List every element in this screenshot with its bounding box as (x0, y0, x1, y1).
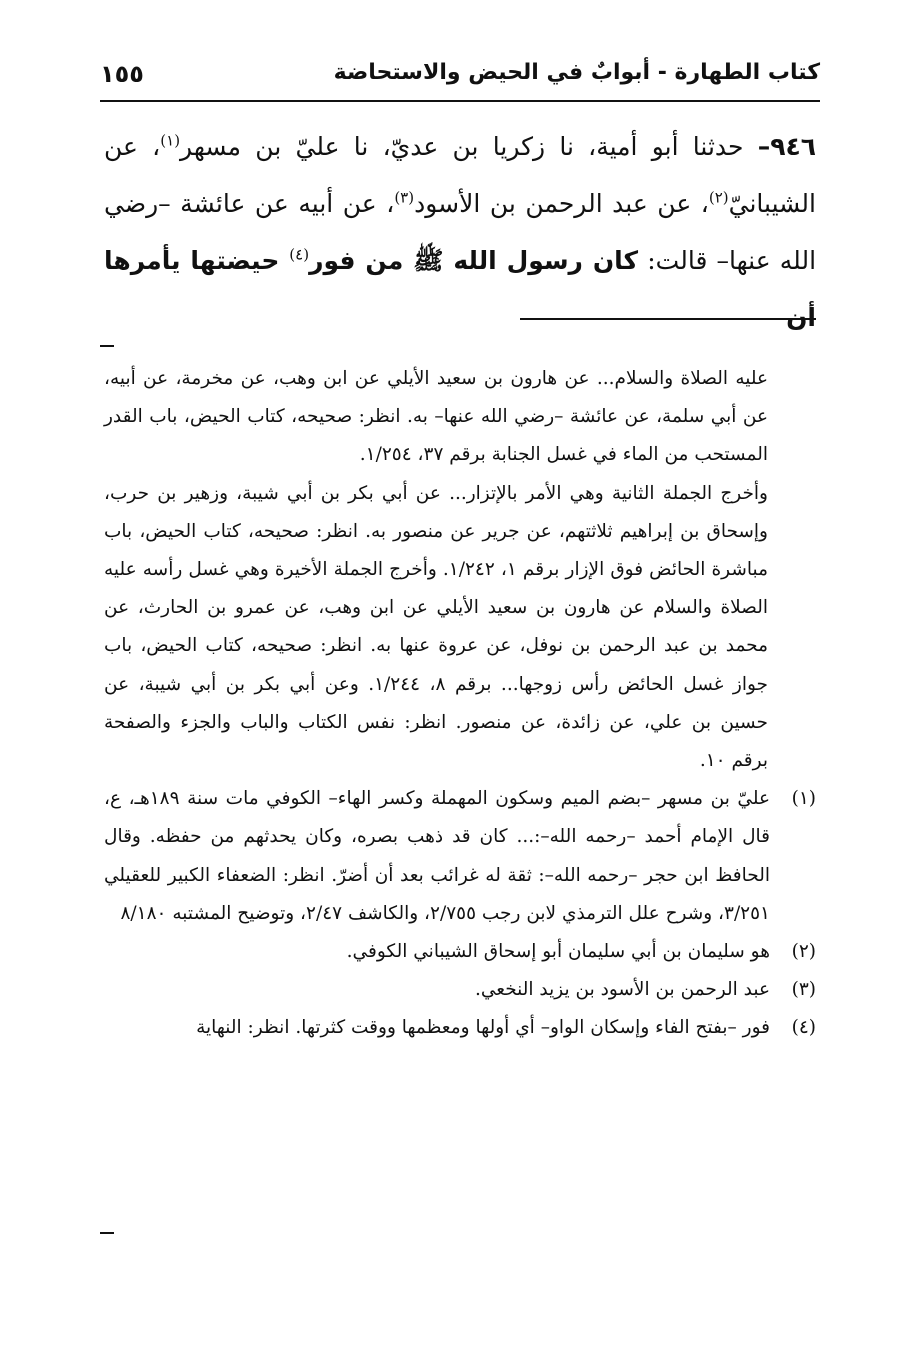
running-title: كتاب الطهارة - أبوابٌ في الحيض والاستحاضة (333, 60, 820, 85)
text-segment: ، عن الشيبانيّ (104, 132, 816, 218)
text-segment: ، عن عبد الرحمن بن الأسود (414, 189, 709, 218)
continuation-mark (100, 1232, 114, 1234)
footnote-item (104, 971, 816, 1009)
footnote-ref: (٣) (394, 188, 415, 207)
footnote-text: عليّ بن مسهر –بضم الميم وسكون المهملة وكسر الهاء– الكوفي مات سنة ١٨٩هـ، ع، قال الإمام أحمد –رحمه الله–:... كان قد ذهب بصره، وكان يحدثهم من حفظه. وقال الحافظ ابن حجر –رحمه الله–: ثقة له غرائب بعد أن أضرّ. انظر: الضعفاء الكبير للعقيلي ٣/٢٥١، وشرح علل الترمذي لابن رجب ٢/٧٥٥، والكاشف ٢/٤٧، وتوضيح المشتبه ٨/١٨٠ (104, 788, 770, 924)
footnote-ref: (٢) (708, 188, 729, 207)
footnote-item (104, 1009, 816, 1047)
footnote-number: (١) (791, 788, 816, 810)
text-segment: ، عن أبيه عن عائشة –رضي الله عنها– قالت: (104, 189, 817, 275)
footnote-text: هو سليمان بن أبي سليمان أبو إسحاق الشيباني الكوفي. (346, 941, 770, 963)
bold-hadith-text: كان رسول الله ﷺ من فور (309, 246, 639, 275)
footnote-item (104, 933, 816, 971)
footnote-text: فور –بفتح الفاء وإسكان الواو– أي أولها ومعظمها ووقت كثرتها. انظر: النهاية (196, 1017, 770, 1039)
footnote-separator (520, 318, 816, 320)
header-rule (100, 100, 820, 102)
footnote-continuation: عليه الصلاة والسلام... عن هارون بن سعيد الأيلي عن ابن وهب، عن مخرمة، عن أبيه، عن أبي سلمة، عن عائشة –رضي الله عنها– به. انظر: صحيحه، كتاب الحيض، باب القدر المستحب من الماء في غسل الجنابة برقم ٣٧، ١/٢٥٤. (104, 368, 768, 466)
bold-hadith-text: حيضتها يأمرها أن (104, 246, 816, 332)
footnote-number: (٢) (791, 941, 816, 963)
footnote-text: عبد الرحمن بن الأسود بن يزيد النخعي. (474, 979, 770, 1001)
hadith-number: ٩٤٦– (757, 132, 816, 161)
footnote-ref: (١) (160, 131, 181, 150)
footnote-continuation: وأخرج الجملة الثانية وهي الأمر بالإتزار... عن أبي بكر بن أبي شيبة، وزهير بن حرب، وإسحاق بن إبراهيم ثلاثتهم، عن جرير عن منصور به. انظر: صحيحه، كتاب الحيض، باب مباشرة الحائض فوق الإزار برقم ١، ١/٢٤٢. وأخرج الجملة الأخيرة وهي غسل رأسه عليه الصلاة والسلام عن هارون بن سعيد الأيلي عن ابن وهب، عن عمرو بن الحارث، عن محمد بن عبد الرحمن بن نوفل، عن عروة عنها به. انظر: صحيحه، كتاب الحيض، باب جواز غسل الحائض رأس زوجها... برقم ٨، ١/٢٤٤. وعن أبي بكر بن أبي شيبة، عن حسين بن علي، عن زائدة، عن منصور. انظر: نفس الكتاب والباب والجزء والصفحة برقم ١٠. (104, 482, 768, 772)
footnotes (104, 360, 816, 1048)
continuation-mark (100, 345, 114, 347)
footnote-ref: (٤) (289, 245, 310, 264)
page-header (100, 60, 820, 100)
footnote-number: (٤) (791, 1017, 816, 1039)
footnote-number: (٣) (791, 979, 816, 1001)
hadith-text (104, 118, 816, 346)
text-segment: حدثنا أبو أمية، نا زكريا بن عديّ، نا عليّ بن مسهر (180, 132, 758, 161)
footnote-item (104, 780, 816, 933)
page-number: ١٥٥ (100, 60, 144, 88)
